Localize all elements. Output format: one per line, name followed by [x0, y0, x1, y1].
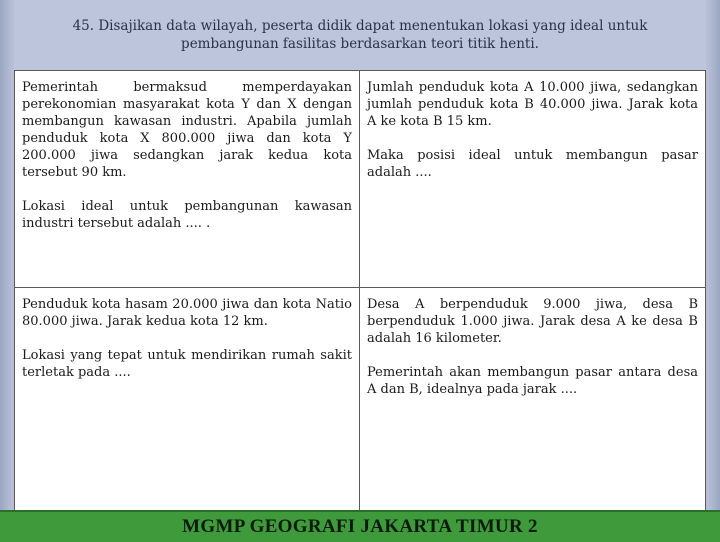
problem-3-text: Penduduk kota hasam 20.000 jiwa dan kota Natio 80.000 jiwa. Jarak kedua kota 12 km. [22, 297, 352, 329]
problem-1-text: Pemerintah bermaksud memperdayakan perekonomian masyarakat kota Y dan X dengan membangun kawasan industri. Apabila jumlah penduduk kota X 800.000 jiwa dan kota Y 200.000 jiwa sedangkan jarak kedua kota tersebut 90 km. [22, 80, 352, 180]
problem-cell-1 [15, 71, 360, 288]
problem-4-question: Pemerintah akan membangun pasar antara desa A dan B, idealnya pada jarak .... [367, 365, 698, 397]
problem-1-question: Lokasi ideal untuk pembangunan kawasan industri tersebut adalah .... . [22, 199, 352, 231]
question-header [14, 0, 706, 70]
footer-banner [0, 510, 720, 542]
problem-cell-4 [360, 288, 706, 516]
problem-cell-2 [360, 71, 706, 288]
table-row [15, 71, 706, 288]
problem-3-question: Lokasi yang tepat untuk mendirikan rumah sakit terletak pada .... [22, 348, 352, 380]
problem-2-question: Maka posisi ideal untuk membangun pasar adalah .... [367, 148, 698, 180]
problem-4-text: Desa A berpenduduk 9.000 jiwa, desa B berpenduduk 1.000 jiwa. Jarak desa A ke desa B adalah 16 kilometer. [367, 297, 698, 346]
question-text: 45. Disajikan data wilayah, peserta didik dapat menentukan lokasi yang ideal untuk pembangunan fasilitas berdasarkan teori titik henti. [72, 18, 648, 52]
problem-cell-3 [15, 288, 360, 516]
footer-text: MGMP GEOGRAFI JAKARTA TIMUR 2 [182, 516, 538, 537]
table-row [15, 288, 706, 516]
problem-2-text: Jumlah penduduk kota A 10.000 jiwa, sedangkan jumlah penduduk kota B 40.000 jiwa. Jarak kota A ke kota B 15 km. [367, 80, 698, 129]
problem-table [14, 70, 706, 516]
